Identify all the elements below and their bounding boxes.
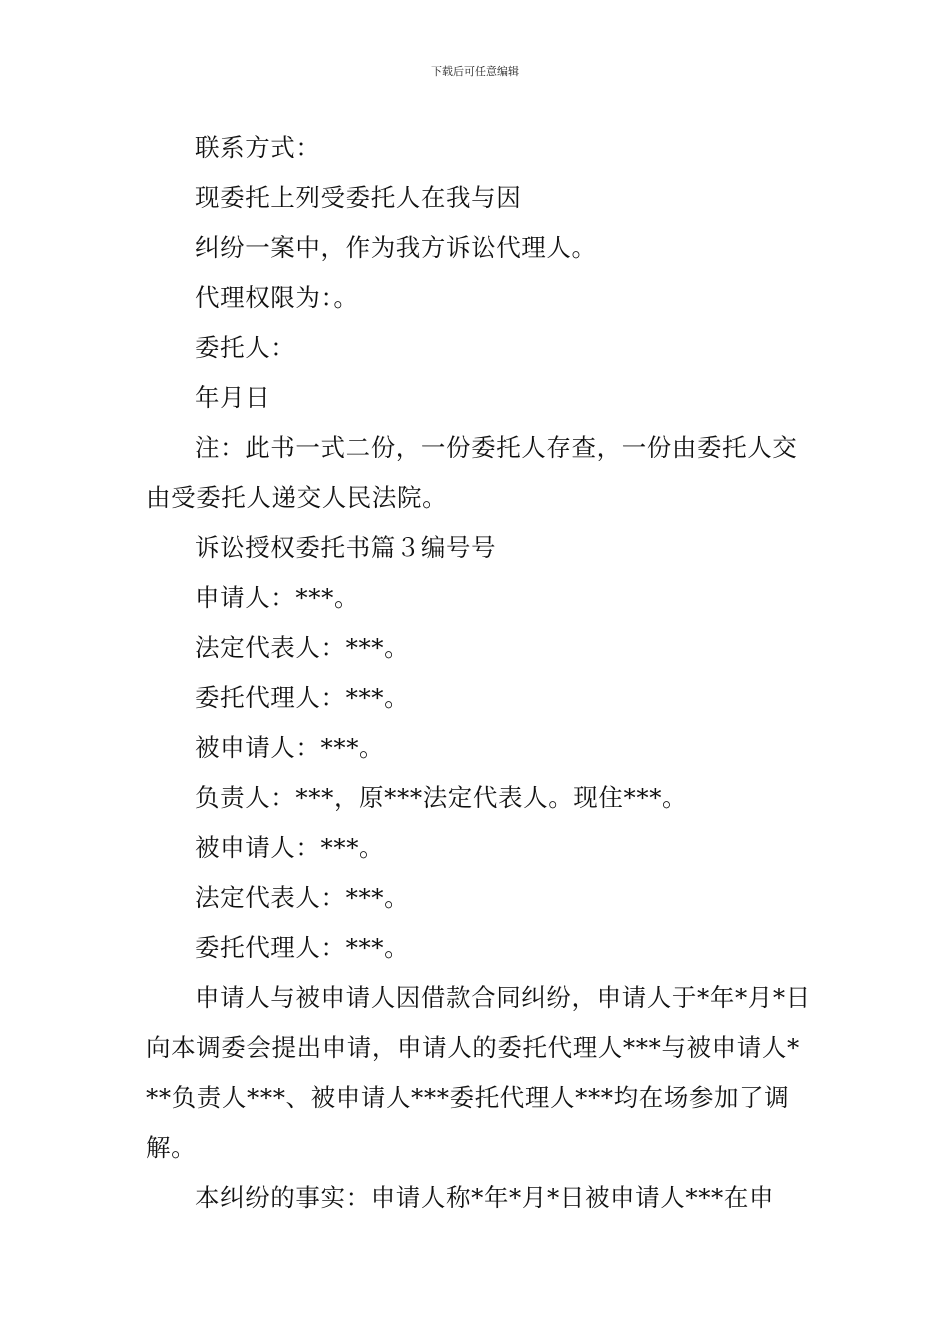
paragraph-note: 注：此书一式二份，一份委托人存查，一份由委托人交由受委托人递交人民法院。	[146, 433, 798, 512]
paragraph-legal-rep-2: 法定代表人：***。	[195, 883, 410, 912]
paragraph-agent-2: 委托代理人：***。	[195, 933, 410, 962]
paragraph-dispute: 纠纷一案中，作为我方诉讼代理人。	[195, 233, 597, 262]
paragraph-principal: 委托人：	[195, 333, 296, 362]
paragraph-respondent-2: 被申请人：***。	[195, 833, 385, 862]
paragraph-authority: 代理权限为：。	[195, 283, 359, 312]
document-body	[146, 123, 811, 1223]
paragraph-section-title: 诉讼授权委托书篇３编号号	[195, 533, 497, 562]
paragraph-date: 年月日	[195, 383, 271, 412]
paragraph-facts: 本纠纷的事实：申请人称*年*月*日被申请人***在申	[195, 1183, 775, 1212]
paragraph-contact: 联系方式：	[195, 133, 321, 162]
paragraph-person-in-charge: 负责人：***，原***法定代表人。现住***。	[195, 783, 688, 812]
paragraph-entrust: 现委托上列受委托人在我与因	[195, 183, 522, 212]
paragraph-applicant: 申请人：***。	[195, 583, 360, 612]
paragraph-legal-rep: 法定代表人：***。	[195, 633, 410, 662]
page-header: 下载后可任意编辑	[431, 65, 519, 78]
paragraph-agent: 委托代理人：***。	[195, 683, 410, 712]
paragraph-respondent: 被申请人：***。	[195, 733, 385, 762]
paragraph-mediation: 申请人与被申请人因借款合同纠纷，申请人于*年*月*日向本调委会提出申请，申请人的委托代理人***与被申请人***负责人***、被申请人***委托代理人***均在场参加了调解。	[146, 983, 811, 1162]
